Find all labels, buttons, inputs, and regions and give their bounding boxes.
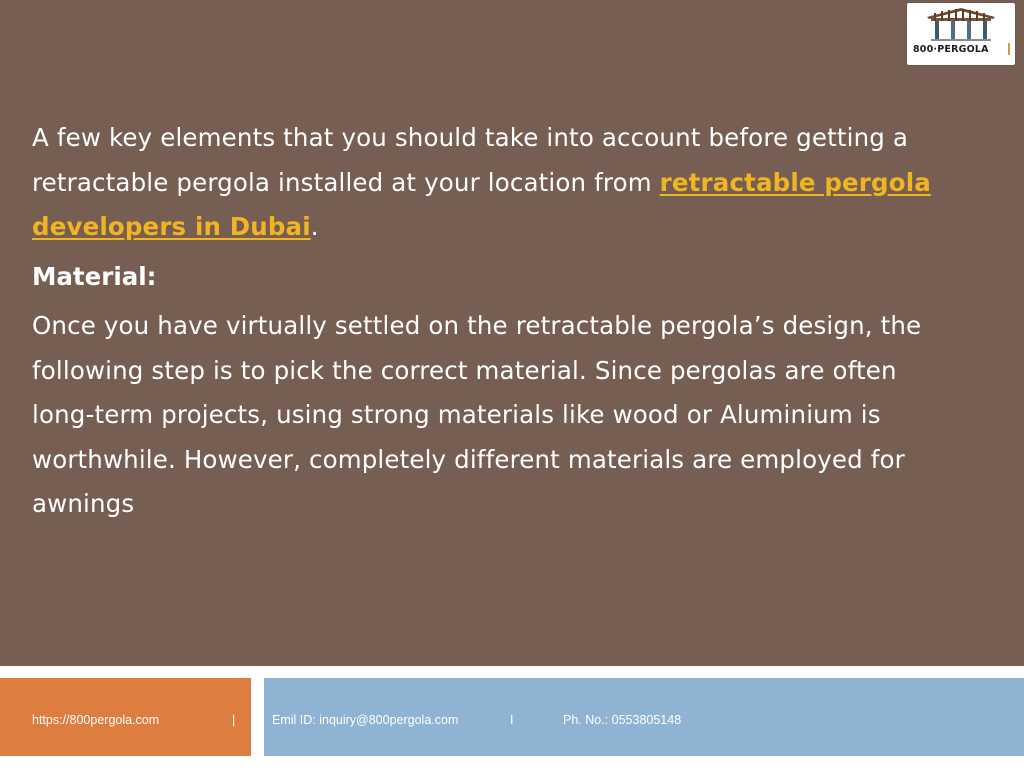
intro-text: A few key elements that you should take into account before getting a retractable pergola installed at your location from (32, 123, 909, 197)
footer-website-link[interactable]: https://800pergola.com (32, 713, 160, 727)
footer-email[interactable]: Emil ID: inquiry@800pergola.com (272, 713, 459, 727)
section-heading: Material: (32, 261, 157, 291)
retractable-pergola-link[interactable]: retractable pergola developers in Dubai (32, 167, 931, 241)
logo-text: 800·PERGOLA (913, 44, 989, 55)
footer-separator: | (232, 713, 236, 727)
footer-separator: I (510, 713, 514, 727)
footer-phone[interactable]: Ph. No.: 0553805148 (563, 713, 682, 727)
intro-end: . (310, 212, 319, 241)
company-logo[interactable] (907, 3, 1015, 65)
body-paragraph: Once you have virtually settled on the retractable pergola’s design, the following step is to pick the correct material. Since pergolas are often long-term projects, using strong materials like wood or Aluminium is worthwhile. However, completely different materials are employed for awnings (32, 311, 922, 518)
footer-divider (0, 666, 1024, 676)
pergola-icon (907, 3, 1015, 65)
main-content (32, 116, 932, 527)
intro-paragraph (32, 116, 932, 250)
